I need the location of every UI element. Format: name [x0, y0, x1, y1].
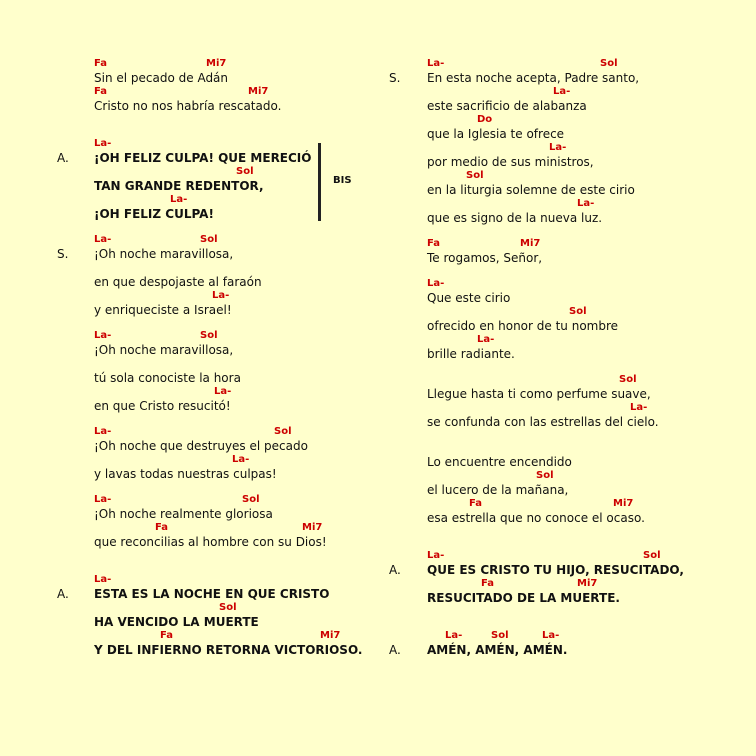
chord-label: Sol — [466, 170, 484, 181]
chord-label: La- — [94, 330, 112, 341]
chord-label: La- — [549, 142, 567, 153]
speaker-label: A. — [57, 587, 69, 601]
chord-label: La- — [94, 138, 112, 149]
bis-bracket — [318, 143, 321, 221]
chord-label: Sol — [619, 374, 637, 385]
chord-label: Fa — [94, 86, 107, 97]
chord-label: Fa — [94, 58, 107, 69]
chord-label: Fa — [427, 238, 440, 249]
lyric-line: ¡Oh noche realmente gloriosa — [94, 507, 273, 521]
lyric-line: ¡OH FELIZ CULPA! — [94, 207, 214, 221]
lyric-line: esa estrella que no conoce el ocaso. — [427, 511, 645, 525]
chord-label: La- — [212, 290, 230, 301]
lyric-line: ofrecido en honor de tu nombre — [427, 319, 619, 333]
chord-label: Do — [477, 114, 493, 125]
speaker-label: A. — [389, 563, 401, 577]
lyric-line: se confunda con las estrellas del cielo. — [427, 415, 659, 429]
lyric-line: en que despojaste al faraón — [94, 275, 262, 289]
lyric-line: que es signo de la nueva luz. — [427, 211, 603, 225]
chord-label: La- — [445, 630, 463, 641]
chord-label: La- — [170, 194, 188, 205]
lyric-line: y lavas todas nuestras culpas! — [94, 467, 277, 481]
lyric-line: AMÉN, AMÉN, AMÉN. — [427, 643, 568, 657]
chord-label: La- — [630, 402, 648, 413]
lyric-line: ¡Oh noche maravillosa, — [94, 247, 234, 261]
chord-label: Sol — [219, 602, 237, 613]
chord-label: La- — [427, 278, 445, 289]
lyric-line: ¡Oh noche que destruyes el pecado — [94, 439, 308, 453]
chord-label: La- — [542, 630, 560, 641]
lyric-line: y enriqueciste a Israel! — [94, 303, 232, 317]
chord-label: Sol — [200, 330, 218, 341]
lyric-line: este sacrificio de alabanza — [427, 99, 587, 113]
lyric-line: RESUCITADO DE LA MUERTE. — [427, 591, 620, 605]
lyric-line: que la Iglesia te ofrece — [427, 127, 565, 141]
chord-label: La- — [553, 86, 571, 97]
lyric-line: Llegue hasta ti como perfume suave, — [427, 387, 651, 401]
lyric-line: Lo encuentre encendido — [427, 455, 572, 469]
bis-label: BIS — [333, 175, 352, 186]
lyric-line: el lucero de la mañana, — [427, 483, 569, 497]
chord-label: Mi7 — [248, 86, 269, 97]
lyric-line: Y DEL INFIERNO RETORNA VICTORIOSO. — [94, 643, 363, 657]
lyric-line: Te rogamos, Señor, — [427, 251, 543, 265]
speaker-label: S. — [57, 247, 69, 261]
speaker-label: S. — [389, 71, 401, 85]
chord-label: Fa — [160, 630, 173, 641]
chord-label: La- — [94, 494, 112, 505]
chord-label: Sol — [569, 306, 587, 317]
chord-label: Fa — [155, 522, 168, 533]
lyric-line: Cristo no nos habría rescatado. — [94, 99, 282, 113]
lyric-line: tú sola conociste la hora — [94, 371, 241, 385]
lyric-line: que reconcilias al hombre con su Dios! — [94, 535, 327, 549]
lyric-line: ¡Oh noche maravillosa, — [94, 343, 234, 357]
chord-label: La- — [427, 550, 445, 561]
chord-label: La- — [94, 574, 112, 585]
chord-label: Sol — [600, 58, 618, 69]
lyric-line: ESTA ES LA NOCHE EN QUE CRISTO — [94, 587, 330, 601]
chord-label: Mi7 — [302, 522, 323, 533]
chord-label: Fa — [469, 498, 482, 509]
chord-label: Mi7 — [520, 238, 541, 249]
chord-label: La- — [477, 334, 495, 345]
chord-label: Fa — [481, 578, 494, 589]
lyric-line: Que este cirio — [427, 291, 511, 305]
lyric-line: en que Cristo resucitó! — [94, 399, 231, 413]
chord-label: Sol — [236, 166, 254, 177]
speaker-label: A. — [57, 151, 69, 165]
lyric-line: brille radiante. — [427, 347, 515, 361]
chord-label: La- — [94, 234, 112, 245]
lyric-line: por medio de sus ministros, — [427, 155, 594, 169]
chord-label: La- — [214, 386, 232, 397]
chord-label: Sol — [536, 470, 554, 481]
speaker-label: A. — [389, 643, 401, 657]
lyric-line: Sin el pecado de Adán — [94, 71, 229, 85]
lyric-line: TAN GRANDE REDENTOR, — [94, 179, 264, 193]
chord-label: Sol — [643, 550, 661, 561]
chord-label: Mi7 — [577, 578, 598, 589]
chord-label: Sol — [491, 630, 509, 641]
chord-label: Sol — [242, 494, 260, 505]
chord-label: Sol — [200, 234, 218, 245]
lyric-line: En esta noche acepta, Padre santo, — [427, 71, 640, 85]
lyric-line: QUE ES CRISTO TU HIJO, RESUCITADO, — [427, 563, 684, 577]
lyric-line: en la liturgia solemne de este cirio — [427, 183, 635, 197]
chord-label: Sol — [274, 426, 292, 437]
chord-label: Mi7 — [613, 498, 634, 509]
lyric-line: ¡OH FELIZ CULPA! QUE MERECIÓ — [94, 151, 312, 165]
chord-label: Mi7 — [320, 630, 341, 641]
chord-label: La- — [94, 426, 112, 437]
chord-label: La- — [232, 454, 250, 465]
lyric-line: HA VENCIDO LA MUERTE — [94, 615, 259, 629]
chord-label: La- — [577, 198, 595, 209]
chord-label: Mi7 — [206, 58, 227, 69]
chord-label: La- — [427, 58, 445, 69]
